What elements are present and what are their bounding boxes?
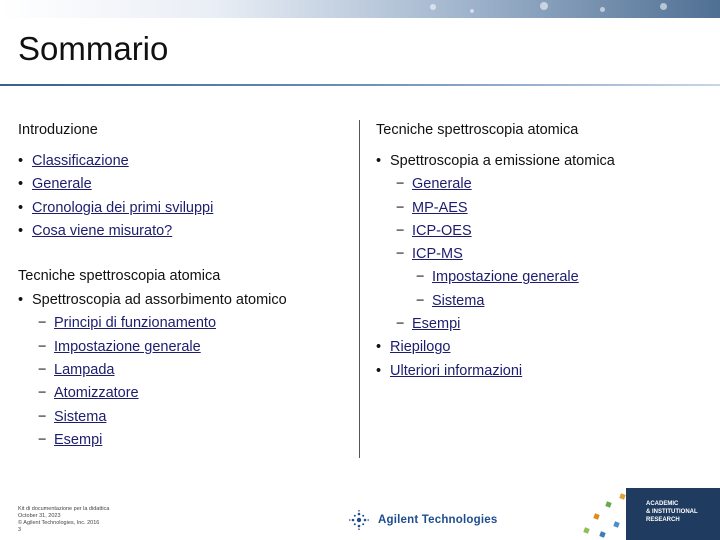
list-item[interactable]: • Generale [18, 176, 92, 193]
left-column [18, 120, 348, 452]
link-impostazione[interactable]: Impostazione generale [54, 338, 201, 355]
corner-line: & INSTITUTIONAL [646, 509, 698, 515]
footer-info [18, 506, 109, 534]
link-icp-oes[interactable]: ICP-OES [412, 222, 472, 239]
link-mp-aes[interactable]: MP-AES [412, 199, 468, 216]
link-principi[interactable]: Principi di funzionamento [54, 315, 217, 332]
tech-list-left [18, 289, 348, 452]
tech-list-right [376, 150, 706, 383]
link-cosa-viene-misurato[interactable]: Cosa viene misurato? [32, 222, 173, 239]
page-number: 3 [18, 527, 22, 533]
list-item[interactable]: − MP-AES [396, 199, 468, 216]
intro-list [18, 150, 348, 243]
academic-research-badge [576, 488, 720, 540]
right-column [376, 120, 706, 383]
list-item[interactable]: − Atomizzatore [38, 385, 139, 402]
list-item[interactable]: − Generale [396, 176, 472, 193]
top-decorative-band [0, 0, 720, 18]
page-title: Sommario [18, 30, 169, 67]
list-item[interactable]: • Cosa viene misurato? [18, 222, 173, 239]
link-generale[interactable]: Generale [32, 176, 92, 193]
link-riepilogo[interactable]: Riepilogo [390, 339, 451, 356]
link-impostazione-icpms[interactable]: Impostazione generale [432, 269, 579, 286]
title-divider [0, 84, 720, 86]
logo-text: Agilent Technologies [378, 514, 498, 526]
section-heading-tecniche-right: Tecniche spettroscopia atomica [376, 122, 579, 138]
list-item[interactable]: − Principi di funzionamento [38, 315, 217, 332]
list-item[interactable]: − Sistema [38, 408, 107, 425]
agilent-spark-icon [348, 509, 370, 531]
link-esempi-aes[interactable]: Esempi [412, 316, 461, 333]
link-esempi[interactable]: Esempi [54, 431, 103, 448]
agilent-logo [348, 509, 497, 531]
corner-line: ACADEMIC [646, 501, 679, 507]
list-item[interactable]: − Esempi [396, 316, 461, 333]
section-heading-tecniche: Tecniche spettroscopia atomica [18, 268, 221, 285]
footer-line: © Agilent Technologies, Inc. 2016 [18, 520, 100, 526]
list-item[interactable]: − Impostazione generale [38, 338, 201, 355]
section-heading-introduzione: Introduzione [18, 122, 98, 138]
list-item[interactable]: − ICP-MS [396, 246, 463, 263]
link-classificazione[interactable]: Classificazione [32, 153, 129, 169]
link-atomizzatore[interactable]: Atomizzatore [54, 385, 139, 402]
link-ulteriori-informazioni[interactable]: Ulteriori informazioni [390, 362, 523, 379]
link-lampada[interactable]: Lampada [54, 362, 115, 379]
list-item[interactable]: − Sistema [416, 292, 485, 309]
corner-line: RESEARCH [646, 517, 680, 523]
list-item[interactable]: • Riepilogo [376, 339, 451, 356]
list-item[interactable]: − Lampada [38, 362, 115, 379]
list-item: • Spettroscopia a emissione atomica [376, 153, 615, 169]
list-item[interactable]: • Cronologia dei primi sviluppi [18, 199, 214, 216]
item-aes: Spettroscopia a emissione atomica [390, 153, 615, 169]
footer-line: Kit di documentazione per la didattica [18, 506, 110, 512]
link-icp-ms[interactable]: ICP-MS [412, 246, 463, 263]
list-item: • Spettroscopia ad assorbimento atomico [18, 292, 287, 309]
column-divider [359, 120, 360, 458]
list-item[interactable]: − Esempi [38, 431, 103, 448]
list-item[interactable]: − ICP-OES [396, 222, 472, 239]
list-item[interactable]: • Ulteriori informazioni [376, 362, 523, 379]
list-item[interactable]: • Classificazione [18, 153, 129, 169]
link-cronologia[interactable]: Cronologia dei primi sviluppi [32, 199, 214, 216]
link-sistema[interactable]: Sistema [54, 408, 107, 425]
link-generale-aes[interactable]: Generale [412, 176, 472, 193]
footer-line: October 31, 2023 [18, 513, 61, 519]
link-sistema-icpms[interactable]: Sistema [432, 292, 485, 309]
list-item[interactable]: − Impostazione generale [416, 269, 579, 286]
item-aas: Spettroscopia ad assorbimento atomico [32, 292, 287, 309]
